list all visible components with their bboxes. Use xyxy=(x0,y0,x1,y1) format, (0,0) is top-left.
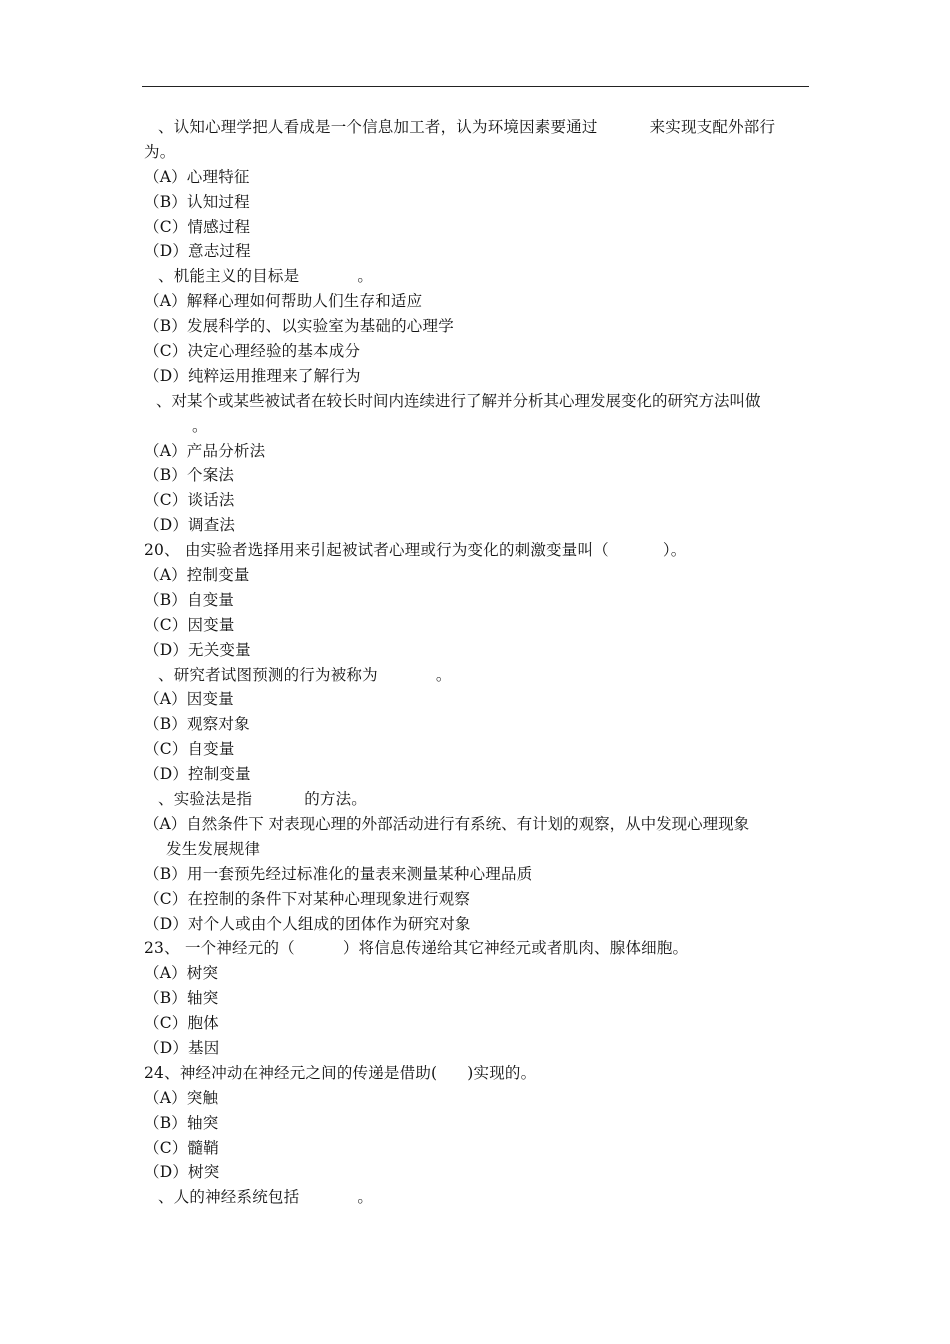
option-a: （A）突触 xyxy=(144,1088,219,1107)
option-a: （A）心理特征 xyxy=(144,167,250,186)
option-d: （D）树突 xyxy=(144,1163,220,1182)
question-tail: )实现的。 xyxy=(467,1063,537,1082)
question-text: 23、 一个神经元的（ xyxy=(144,939,295,958)
option-c: （C）因变量 xyxy=(144,615,235,634)
option-b: （B）个案法 xyxy=(144,466,235,485)
option-c: （C）谈话法 xyxy=(144,491,235,510)
question-20 xyxy=(144,538,810,563)
option-d: （D）调查法 xyxy=(144,516,236,535)
question-21 xyxy=(144,663,810,688)
header-rule xyxy=(142,86,809,87)
question-text: 、实验法是指 xyxy=(158,790,253,809)
option-c: （C）在控制的条件下对某种心理现象进行观察 xyxy=(144,889,471,908)
question-text: 20、 由实验者选择用来引起被试者心理或行为变化的刺激变量叫（ xyxy=(144,541,609,560)
option-d: （D）意志过程 xyxy=(144,242,251,261)
question-text: 、人的神经系统包括 xyxy=(158,1188,300,1207)
question-23 xyxy=(144,936,810,961)
question-text: 24、神经冲动在神经元之间的传递是借助( xyxy=(144,1063,438,1082)
option-d: （D）无关变量 xyxy=(144,640,251,659)
question-2 xyxy=(144,264,810,289)
option-c: （C）自变量 xyxy=(144,740,235,759)
question-tail: 。 xyxy=(357,1188,374,1207)
question-22 xyxy=(144,787,810,812)
option-b: （B）观察对象 xyxy=(144,715,250,734)
question-tail: 。 xyxy=(435,665,452,684)
option-a: （A）因变量 xyxy=(144,690,234,709)
question-25 xyxy=(144,1185,810,1210)
option-c: （C）情感过程 xyxy=(144,217,251,236)
option-a: （A）产品分析法 xyxy=(144,441,266,460)
option-b: （B）轴突 xyxy=(144,989,219,1008)
question-text: 、机能主义的目标是 xyxy=(158,267,300,286)
option-d: （D）纯粹运用推理来了解行为 xyxy=(144,366,361,385)
option-d: （D）基因 xyxy=(144,1038,220,1057)
option-b: （B）自变量 xyxy=(144,590,235,609)
option-a: （A）解释心理如何帮助人们生存和适应 xyxy=(144,292,423,311)
question-text: 、研究者试图预测的行为被称为 xyxy=(158,665,378,684)
option-d: （D）控制变量 xyxy=(144,765,251,784)
option-a-cont: 发生发展规律 xyxy=(166,839,261,858)
option-b: （B）发展科学的、以实验室为基础的心理学 xyxy=(144,317,454,336)
question-3: 、对某个或某些被试者在较长时间内连续进行了解并分析其心理发展变化的研究方法叫做 xyxy=(156,391,761,410)
question-tail: ）将信息传递给其它神经元或者肌肉、腺体细胞。 xyxy=(342,939,689,958)
question-tail: 的方法。 xyxy=(304,790,368,809)
question-3-tail: 。 xyxy=(192,416,208,435)
option-a: （A）自然条件下 对表现心理的外部活动进行有系统、有计划的观察，从中发现心理现象 xyxy=(144,814,750,833)
document-body xyxy=(144,115,810,1210)
question-tail: ）。 xyxy=(662,541,687,560)
option-b: （B）轴突 xyxy=(144,1113,219,1132)
question-text: 、认知心理学把人看成是一个信息加工者，认为环境因素要通过 xyxy=(158,118,598,136)
option-a: （A）树突 xyxy=(144,964,219,983)
option-d: （D）对个人或由个人组成的团体作为研究对象 xyxy=(144,914,471,933)
option-c: （C）决定心理经验的基本成分 xyxy=(144,342,361,361)
option-b: （B）用一套预先经过标准化的量表来测量某种心理品质 xyxy=(144,864,533,883)
option-c: （C）胞体 xyxy=(144,1014,219,1033)
option-c: （C）髓鞘 xyxy=(144,1138,219,1157)
option-b: （B）认知过程 xyxy=(144,192,250,211)
question-tail: 。 xyxy=(357,267,374,286)
question-1 xyxy=(144,115,810,140)
question-1-cont: 为。 xyxy=(144,142,176,161)
option-a: （A）控制变量 xyxy=(144,566,250,585)
question-text-cont: 来实现支配外部行 xyxy=(649,118,776,136)
question-24 xyxy=(144,1061,810,1086)
